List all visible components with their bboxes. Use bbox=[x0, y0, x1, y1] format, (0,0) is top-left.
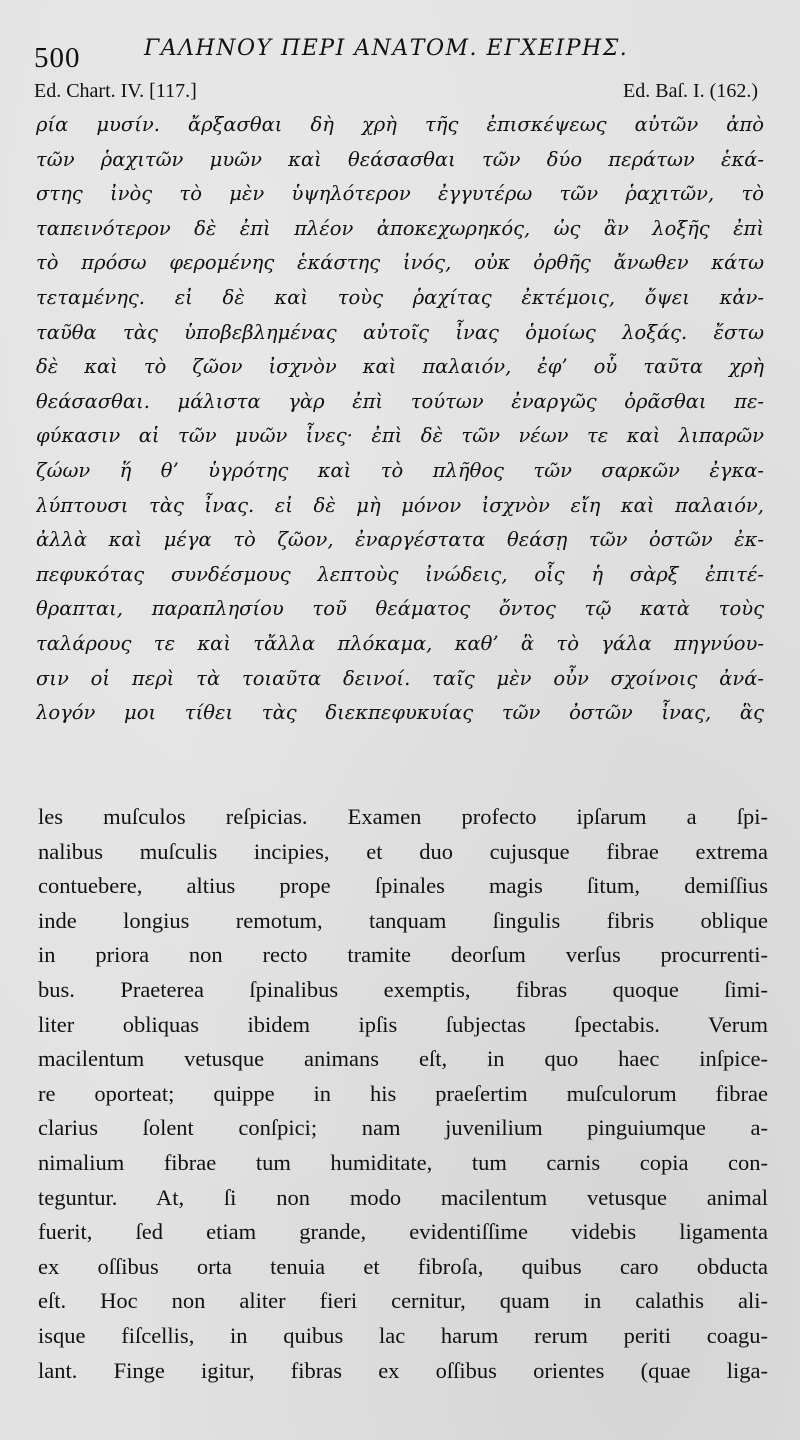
greek-line: λογόν μοι τίθει τὰς διεκπεφυκυίας τῶν ὀστῶν ἶνας, ἃς bbox=[36, 701, 764, 725]
greek-line: ἀλλὰ καὶ μέγα τὸ ζῶον, ἐναργέστατα θεάσῃ τῶν ὀστῶν ἐκ- bbox=[36, 528, 764, 552]
greek-line: πεφυκότας συνδέσμους λεπτοὺς ἰνώδεις, οἷς ἡ σὰρξ ἐπιτέ- bbox=[36, 562, 764, 586]
latin-line: isque fiſcellis, in quibus lac harum rerum periti coagu- bbox=[38, 1322, 768, 1348]
greek-line: ταπεινότερον δὲ ἐπὶ πλέον ἀποκεχωρηκός, ὡς ἂν λοξῆς ἐπὶ bbox=[36, 216, 764, 240]
running-head: ΓΑΛΗΝΟΥ ΠΕΡΙ ΑΝΑΤΟΜ. ΕΓΧΕΙΡΗΣ. bbox=[144, 36, 629, 61]
greek-line: τὸ πρόσω φερομένης ἑκάστης ἰνός, οὐκ ὀρθῆς ἄνωθεν κάτω bbox=[36, 251, 764, 275]
greek-line: φύκασιν αἱ τῶν μυῶν ἶνες· ἐπὶ δὲ τῶν νέων τε καὶ λιπαρῶν bbox=[36, 424, 764, 448]
page-header bbox=[34, 30, 770, 74]
latin-line: nalibus muſculis incipies, et duo cujusque fibrae extrema bbox=[38, 838, 768, 864]
greek-line: δὲ καὶ τὸ ζῶον ἰσχνὸν καὶ παλαιόν, ἐφ’ οὗ ταῦτα χρὴ bbox=[36, 355, 764, 379]
greek-line: θραπται, παραπλησίου τοῦ θεάματος ὄντος τῷ κατὰ τοὺς bbox=[36, 597, 764, 621]
latin-line: clarius ſolent conſpici; nam juvenilium pinguiumque a- bbox=[38, 1115, 768, 1141]
latin-line: lant. Finge igitur, fibras ex oſſibus orientes (quae liga- bbox=[38, 1357, 768, 1383]
latin-line: teguntur. At, ſi non modo macilentum vetusque animal bbox=[38, 1184, 768, 1210]
latin-line: inde longius remotum, tanquam ſingulis fibris oblique bbox=[38, 907, 768, 933]
greek-line: ζώων ἥ θ’ ὑγρότης καὶ τὸ πλῆθος τῶν σαρκῶν ἐγκα- bbox=[36, 458, 764, 482]
latin-line: ex oſſibus orta tenuia et fibroſa, quibus caro obducta bbox=[38, 1253, 768, 1279]
greek-line: τῶν ῥαχιτῶν μυῶν καὶ θεάσασθαι τῶν δύο περάτων ἑκά- bbox=[36, 147, 764, 171]
greek-line: τεταμένης. εἰ δὲ καὶ τοὺς ῥαχίτας ἐκτέμοις, ὄψει κἀν- bbox=[36, 285, 764, 309]
latin-line: re oporteat; quippe in his praeſertim muſculorum fibrae bbox=[38, 1080, 768, 1106]
latin-line: liter obliquas ibidem ipſis ſubjectas ſpectabis. Verum bbox=[38, 1011, 768, 1037]
latin-line: nimalium fibrae tum humiditate, tum carnis copia con- bbox=[38, 1149, 768, 1175]
greek-line: λύπτουσι τὰς ἶνας. εἰ δὲ μὴ μόνον ἰσχνὸν εἴη καὶ παλαιόν, bbox=[36, 493, 764, 517]
latin-line: contuebere, altius prope ſpinales magis ſitum, demiſſius bbox=[38, 873, 768, 899]
greek-line: ταῦθα τὰς ὑποβεβλημένας αὐτοῖς ἶνας ὁμοίως λοξάς. ἔστω bbox=[36, 320, 764, 344]
latin-line: les muſculos reſpicias. Examen profecto ipſarum a ſpi- bbox=[38, 804, 768, 829]
edition-references bbox=[34, 80, 758, 106]
edition-basel-reference: Ed. Baſ. I. (162.) bbox=[623, 80, 758, 102]
latin-line: eſt. Hoc non aliter fieri cernitur, quam in calathis ali- bbox=[38, 1288, 768, 1314]
latin-line: fuerit, ſed etiam grande, evidentiſſime videbis ligamenta bbox=[38, 1219, 768, 1245]
latin-line: bus. Praeterea ſpinalibus exemptis, fibras quoque ſimi- bbox=[38, 976, 768, 1002]
greek-line: θεάσασθαι. μάλιστα γὰρ ἐπὶ τούτων ἐναργῶς ὁρᾶσθαι πε- bbox=[36, 389, 764, 413]
latin-text-block bbox=[38, 800, 768, 1388]
latin-line: in priora non recto tramite deorſum verſus procurrenti- bbox=[38, 942, 768, 968]
page-number: 500 bbox=[34, 42, 81, 74]
greek-line: ταλάρους τε καὶ τἄλλα πλόκαμα, καθ’ ἃ τὸ γάλα πηγνύου- bbox=[36, 631, 764, 655]
greek-line: σιν οἱ περὶ τὰ τοιαῦτα δεινοί. ταῖς μὲν οὖν σχοίνοις ἀνά- bbox=[36, 666, 764, 690]
greek-text-block bbox=[36, 108, 764, 731]
edition-chart-reference: Ed. Chart. IV. [117.] bbox=[34, 80, 197, 102]
greek-line: ρία μυσίν. ἄρξασθαι δὴ χρὴ τῆς ἐπισκέψεως αὐτῶν ἀπὸ bbox=[36, 113, 764, 136]
latin-line: macilentum vetusque animans eſt, in quo haec inſpice- bbox=[38, 1046, 768, 1072]
greek-line: στης ἰνὸς τὸ μὲν ὑψηλότερον ἐγγυτέρω τῶν ῥαχιτῶν, τὸ bbox=[36, 182, 764, 206]
